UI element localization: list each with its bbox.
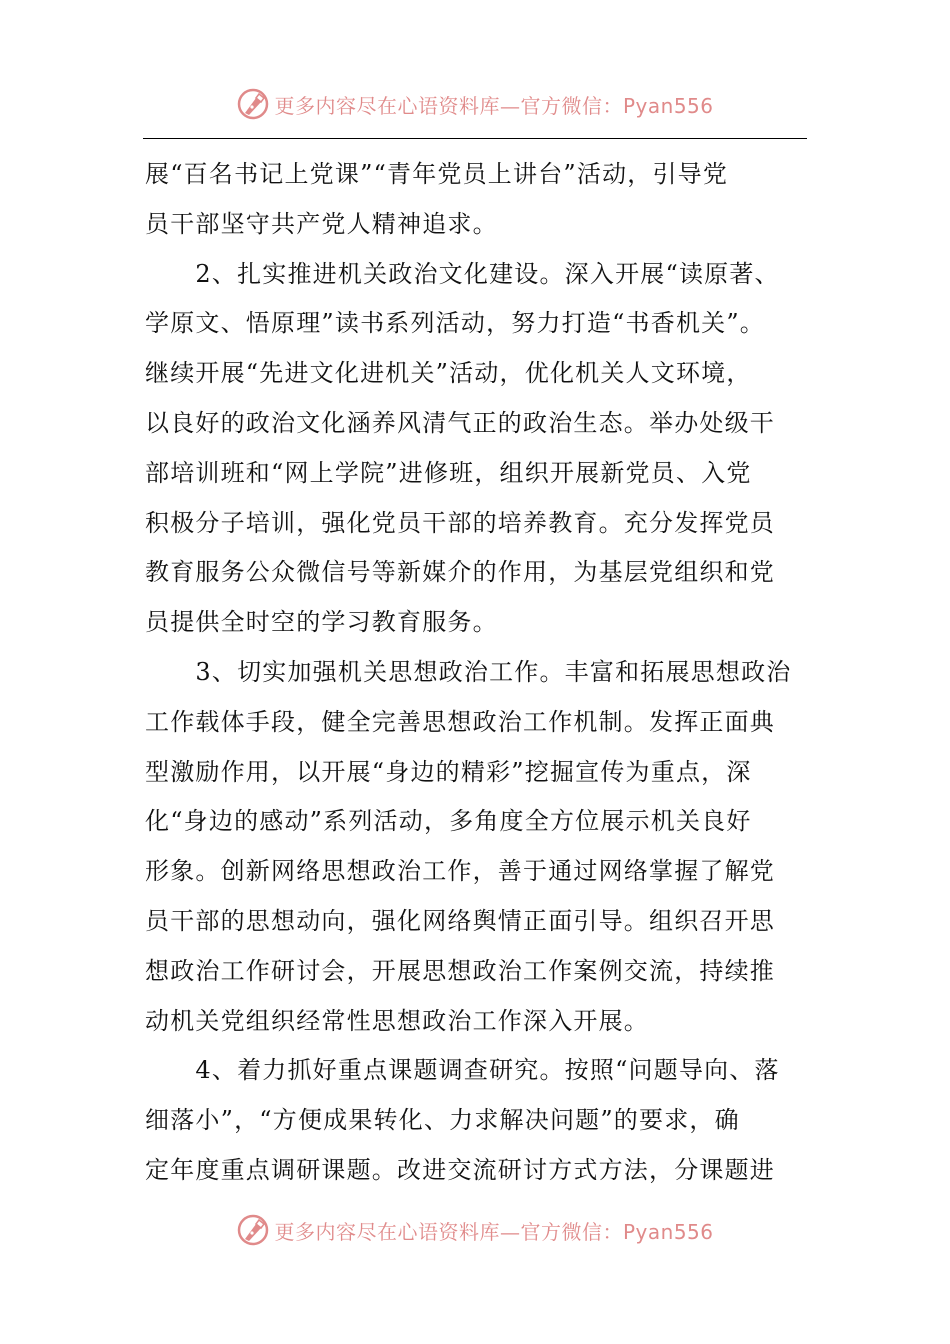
header-banner-text xyxy=(274,90,713,119)
footer-wechat-id: Pyan556 xyxy=(622,1219,714,1244)
body-line: 部培训班和“网上学院”进修班，组织开展新党员、入党 xyxy=(145,458,752,487)
body-line: 想政治工作研讨会，开展思想政治工作案例交流，持续推 xyxy=(145,956,775,985)
document-body xyxy=(145,150,805,1196)
body-line: 形象。创新网络思想政治工作，善于通过网络掌握了解党 xyxy=(145,857,775,886)
body-line: 型激励作用，以开展“身边的精彩”挖掘宣传为重点，深 xyxy=(145,757,752,786)
header-wechat-id: Pyan556 xyxy=(622,93,714,118)
body-line: 教育服务公众微信号等新媒介的作用，为基层党组织和党 xyxy=(145,558,775,587)
pen-nib-logo-icon xyxy=(236,87,270,121)
body-line: 学原文、悟原理”读书系列活动，努力打造“书香机关”。 xyxy=(145,309,766,338)
body-line: 积极分子培训，强化党员干部的培养教育。充分发挥党员 xyxy=(145,508,775,537)
header-banner-label: 更多内容尽在心语资料库—官方微信： xyxy=(274,93,623,118)
body-line: 细落小”，“方便成果转化、力求解决问题”的要求，确 xyxy=(145,1106,740,1135)
body-line: 员提供全时空的学习教育服务。 xyxy=(145,608,498,637)
body-line: 动机关党组织经常性思想政治工作深入开展。 xyxy=(145,1006,649,1035)
body-line: 员干部的思想动向，强化网络舆情正面引导。组织召开思 xyxy=(145,906,775,935)
body-line: 2、扎实推进机关政治文化建设。深入开展“读原著、 xyxy=(145,259,780,288)
body-line: 员干部坚守共产党人精神追求。 xyxy=(145,209,498,238)
body-line: 化“身边的感动”系列活动，多角度全方位展示机关良好 xyxy=(145,807,752,836)
header-banner xyxy=(0,84,950,124)
pen-nib-logo-icon xyxy=(236,1213,270,1247)
footer-banner-label: 更多内容尽在心语资料库—官方微信： xyxy=(274,1219,623,1244)
body-line: 4、着力抓好重点课题调查研究。按照“问题导向、落 xyxy=(145,1056,780,1085)
body-line: 展“百名书记上党课”“青年党员上讲台”活动，引导党 xyxy=(145,160,729,188)
body-line: 3、切实加强机关思想政治工作。丰富和拓展思想政治 xyxy=(145,657,792,686)
body-line: 定年度重点调研课题。改进交流研讨方式方法，分课题进 xyxy=(145,1155,775,1184)
body-line: 以良好的政治文化涵养风清气正的政治生态。举办处级干 xyxy=(145,408,775,437)
header-divider xyxy=(143,138,807,139)
body-line: 工作载体手段，健全完善思想政治工作机制。发挥正面典 xyxy=(145,707,775,736)
footer-banner xyxy=(0,1210,950,1250)
footer-banner-text xyxy=(274,1216,713,1245)
body-line: 继续开展“先进文化进机关”活动，优化机关人文环境， xyxy=(145,359,752,388)
